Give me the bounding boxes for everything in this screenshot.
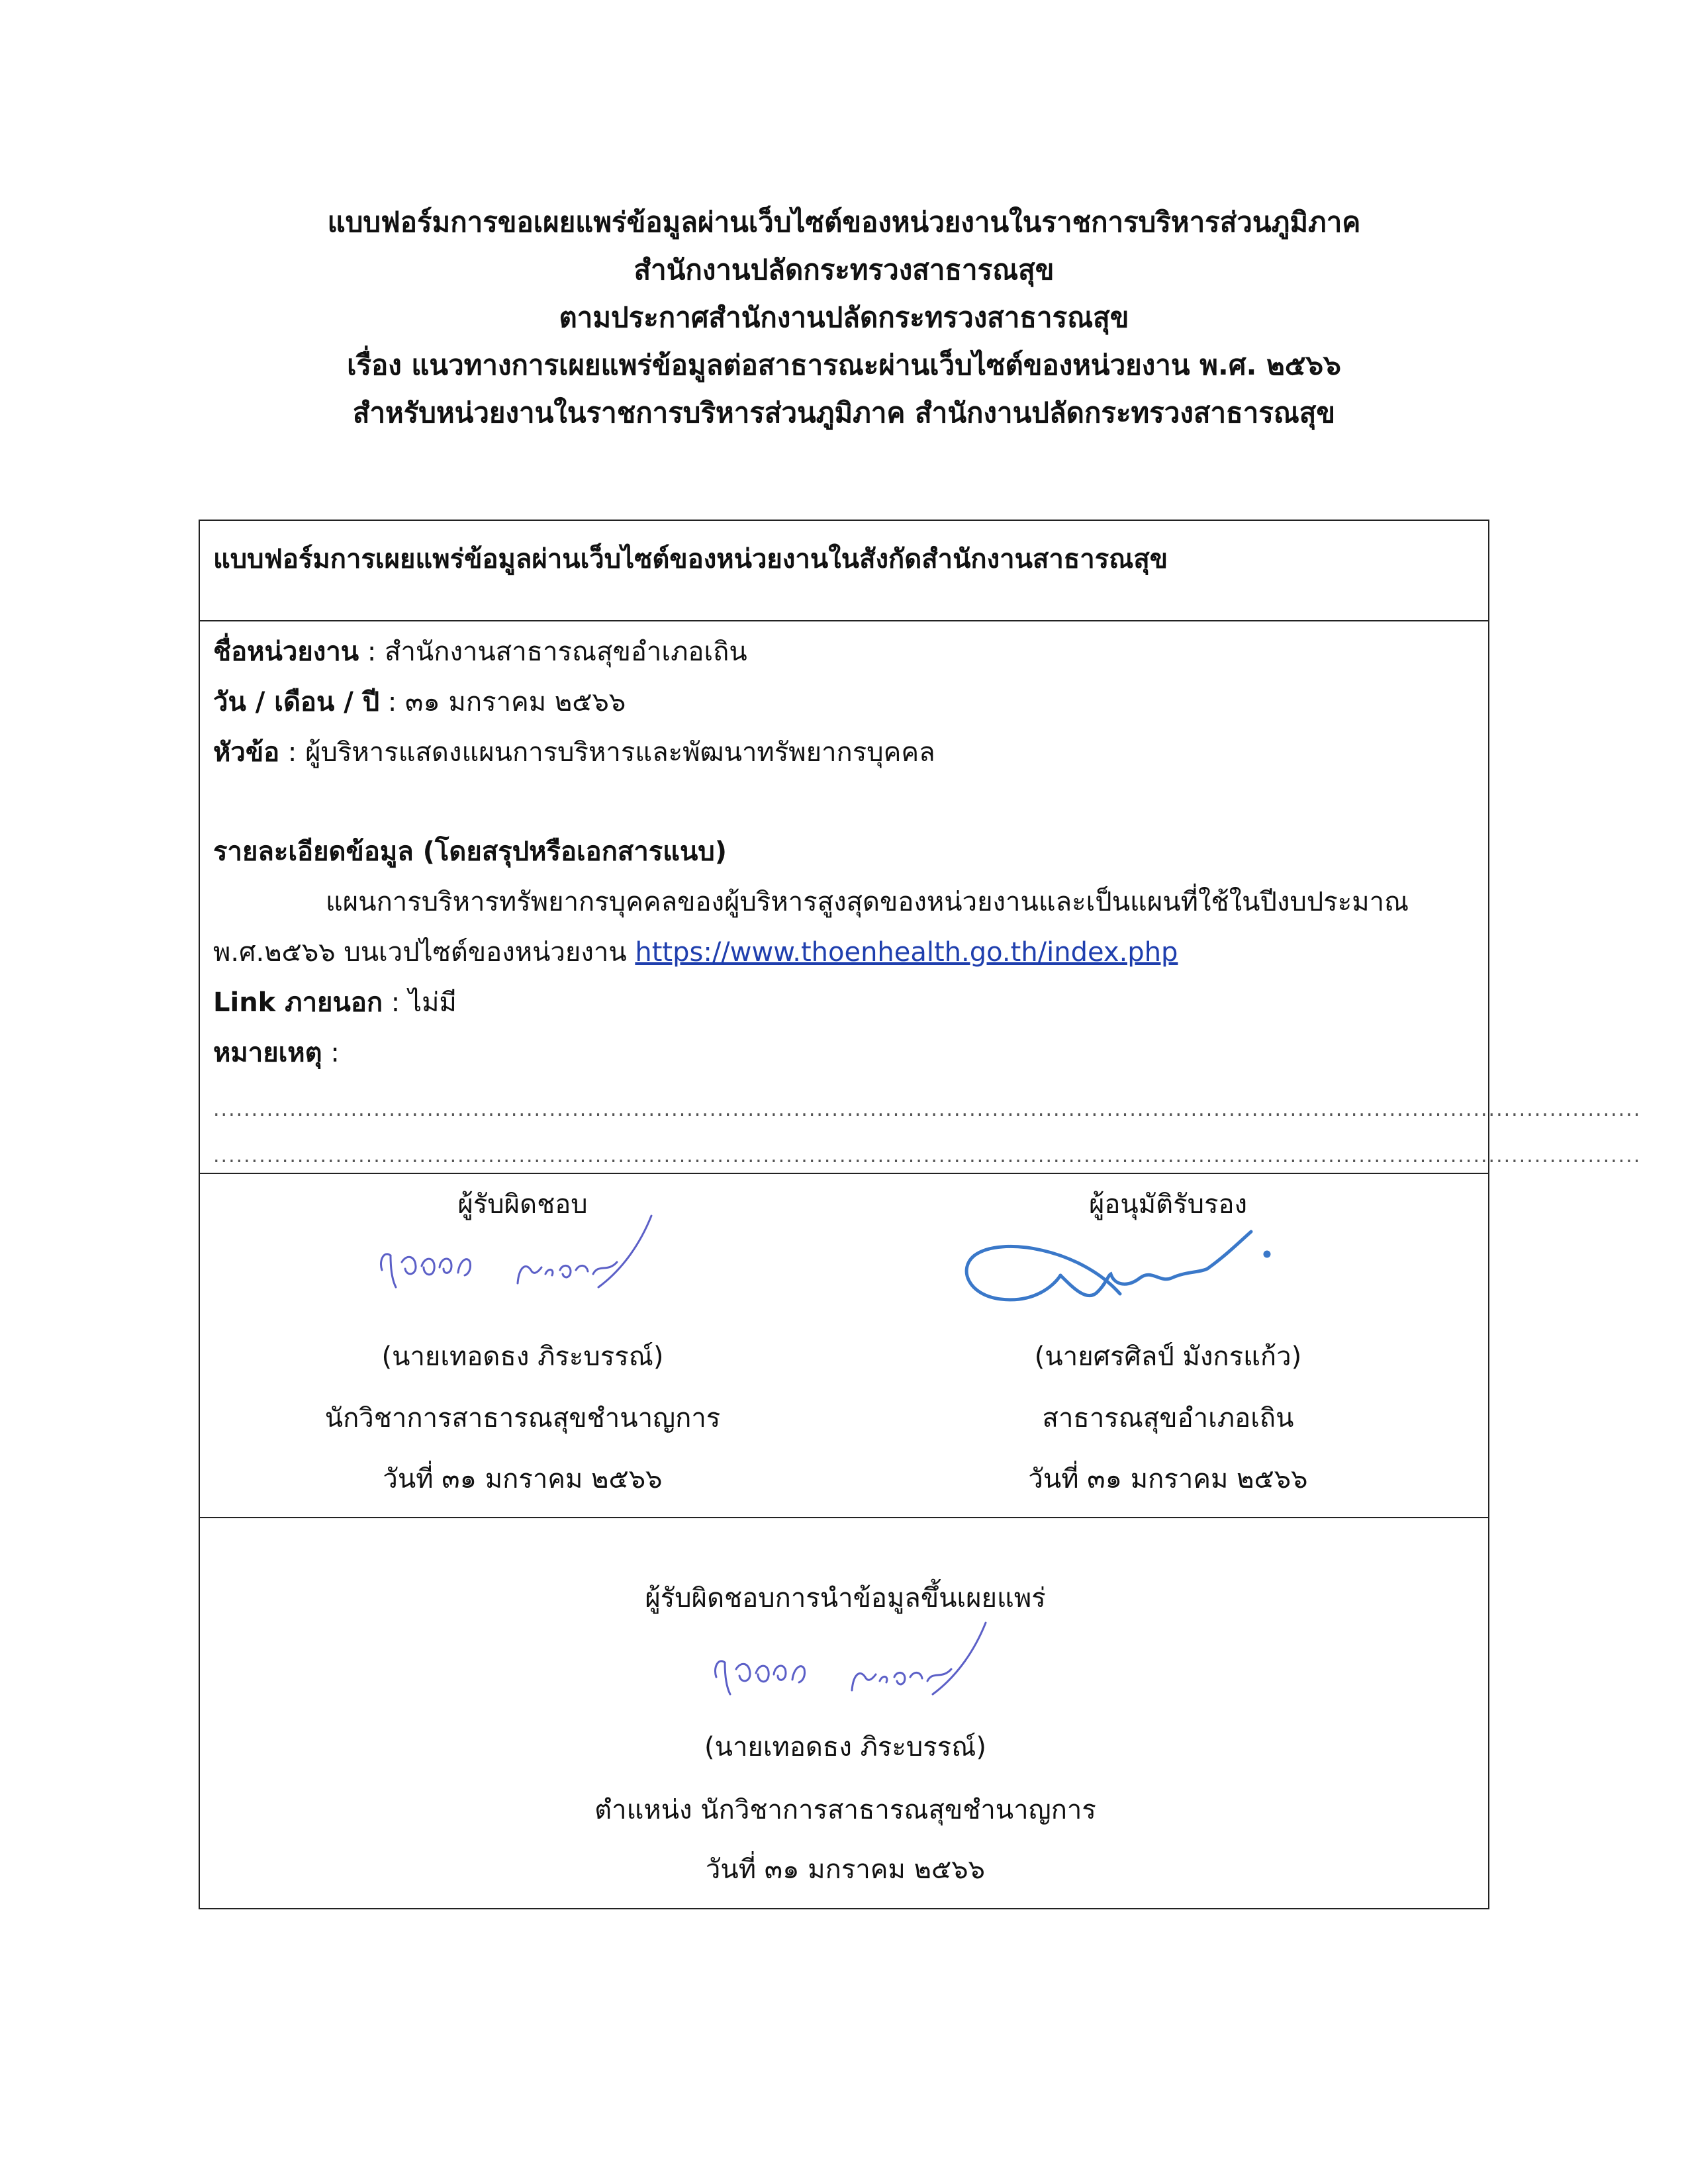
form-title: แบบฟอร์มการเผยแพร่ข้อมูลผ่านเว็บไซต์ของหน่วยงานในสังกัดสำนักงานสาธารณสุข bbox=[213, 544, 1168, 574]
header-line-5: สำหรับหน่วยงานในราชการบริหารส่วนภูมิภาค สำนักงานปลัดกระทรวงสาธารณสุข bbox=[352, 396, 1336, 429]
publisher-position: ตำแหน่ง นักวิชาการสาธารณสุขชำนาญการ bbox=[594, 1795, 1096, 1825]
detail-label: รายละเอียดข้อมูล (โดยสรุปหรือเอกสารแนบ) bbox=[213, 837, 727, 867]
responsible-signature bbox=[352, 1209, 696, 1308]
approver-signature bbox=[961, 1222, 1332, 1315]
note-dotted-line-2: ........................................................................................................................................................................................... bbox=[213, 1144, 1642, 1167]
note-value: : bbox=[322, 1038, 340, 1068]
divider bbox=[200, 1173, 1488, 1174]
detail-line-1: แผนการบริหารทรัพยากรบุคคลของผู้บริหารสูงสุดของหน่วยงานและเป็นแผนที่ใช้ในปีงบประมาณ bbox=[326, 887, 1409, 917]
publisher-signature bbox=[686, 1616, 1031, 1715]
agency-value: : สำนักงานสาธารณสุขอำเภอเถิน bbox=[359, 637, 747, 667]
agency-label: ชื่อหน่วยงาน bbox=[213, 637, 359, 667]
subject-label: หัวข้อ bbox=[213, 737, 280, 768]
note-label: หมายเหตุ bbox=[213, 1038, 322, 1068]
approver-heading: ผู้อนุมัติรับรอง bbox=[1088, 1189, 1248, 1220]
responsible-date: วันที่ ๓๑ มกราคม ๒๕๖๖ bbox=[383, 1464, 663, 1494]
approver-name: (นายศรศิลป์ มังกรแก้ว) bbox=[1034, 1342, 1302, 1372]
divider bbox=[200, 620, 1488, 621]
publisher-name: (นายเทอดธง ภิระบรรณ์) bbox=[704, 1732, 986, 1762]
website-link[interactable]: https://www.thoenhealth.go.th/index.php bbox=[635, 937, 1178, 968]
responsible-position: นักวิชาการสาธารณสุขชำนาญการ bbox=[324, 1403, 721, 1433]
agency-row bbox=[213, 627, 747, 677]
external-link-value: : ไม่มี bbox=[383, 987, 457, 1018]
note-dotted-line-1: ........................................................................................................................................................................................... bbox=[213, 1098, 1642, 1121]
external-link-row bbox=[213, 978, 457, 1028]
date-value: : ๓๑ มกราคม ๒๕๖๖ bbox=[379, 687, 626, 717]
note-row bbox=[213, 1028, 340, 1078]
publisher-heading: ผู้รับผิดชอบการนำข้อมูลขึ้นเผยแพร่ bbox=[645, 1583, 1046, 1614]
header-line-1: แบบฟอร์มการขอเผยแพร่ข้อมูลผ่านเว็บไซต์ของหน่วยงานในราชการบริหารส่วนภูมิภาค bbox=[327, 206, 1361, 238]
external-link-label: Link ภายนอก bbox=[213, 987, 383, 1018]
header-line-4: เรื่อง แนวทางการเผยแพร่ข้อมูลต่อสาธารณะผ่านเว็บไซต์ของหน่วยงาน พ.ศ. ๒๕๖๖ bbox=[347, 349, 1341, 381]
detail-line-2-text: พ.ศ.๒๕๖๖ บนเวปไซต์ของหน่วยงาน bbox=[213, 937, 635, 968]
date-label: วัน / เดือน / ปี bbox=[213, 687, 380, 717]
approver-position: สาธารณสุขอำเภอเถิน bbox=[1042, 1403, 1294, 1433]
divider bbox=[200, 1517, 1488, 1518]
detail-line-2 bbox=[213, 927, 1178, 978]
form-table bbox=[199, 520, 1642, 1909]
responsible-name: (นายเทอดธง ภิระบรรณ์) bbox=[381, 1342, 664, 1372]
subject-value: : ผู้บริหารแสดงแผนการบริหารและพัฒนาทรัพยากรบุคคล bbox=[279, 737, 935, 768]
document-header bbox=[0, 199, 1688, 437]
publisher-date: วันที่ ๓๑ มกราคม ๒๕๖๖ bbox=[705, 1854, 986, 1885]
date-row bbox=[213, 677, 626, 727]
header-line-2: สำนักงานปลัดกระทรวงสาธารณสุข bbox=[633, 253, 1055, 286]
approver-date: วันที่ ๓๑ มกราคม ๒๕๖๖ bbox=[1028, 1464, 1308, 1494]
header-line-3: ตามประกาศสำนักงานปลัดกระทรวงสาธารณสุข bbox=[559, 301, 1129, 334]
subject-row bbox=[213, 727, 935, 778]
responsible-heading: ผู้รับผิดชอบ bbox=[457, 1189, 588, 1220]
